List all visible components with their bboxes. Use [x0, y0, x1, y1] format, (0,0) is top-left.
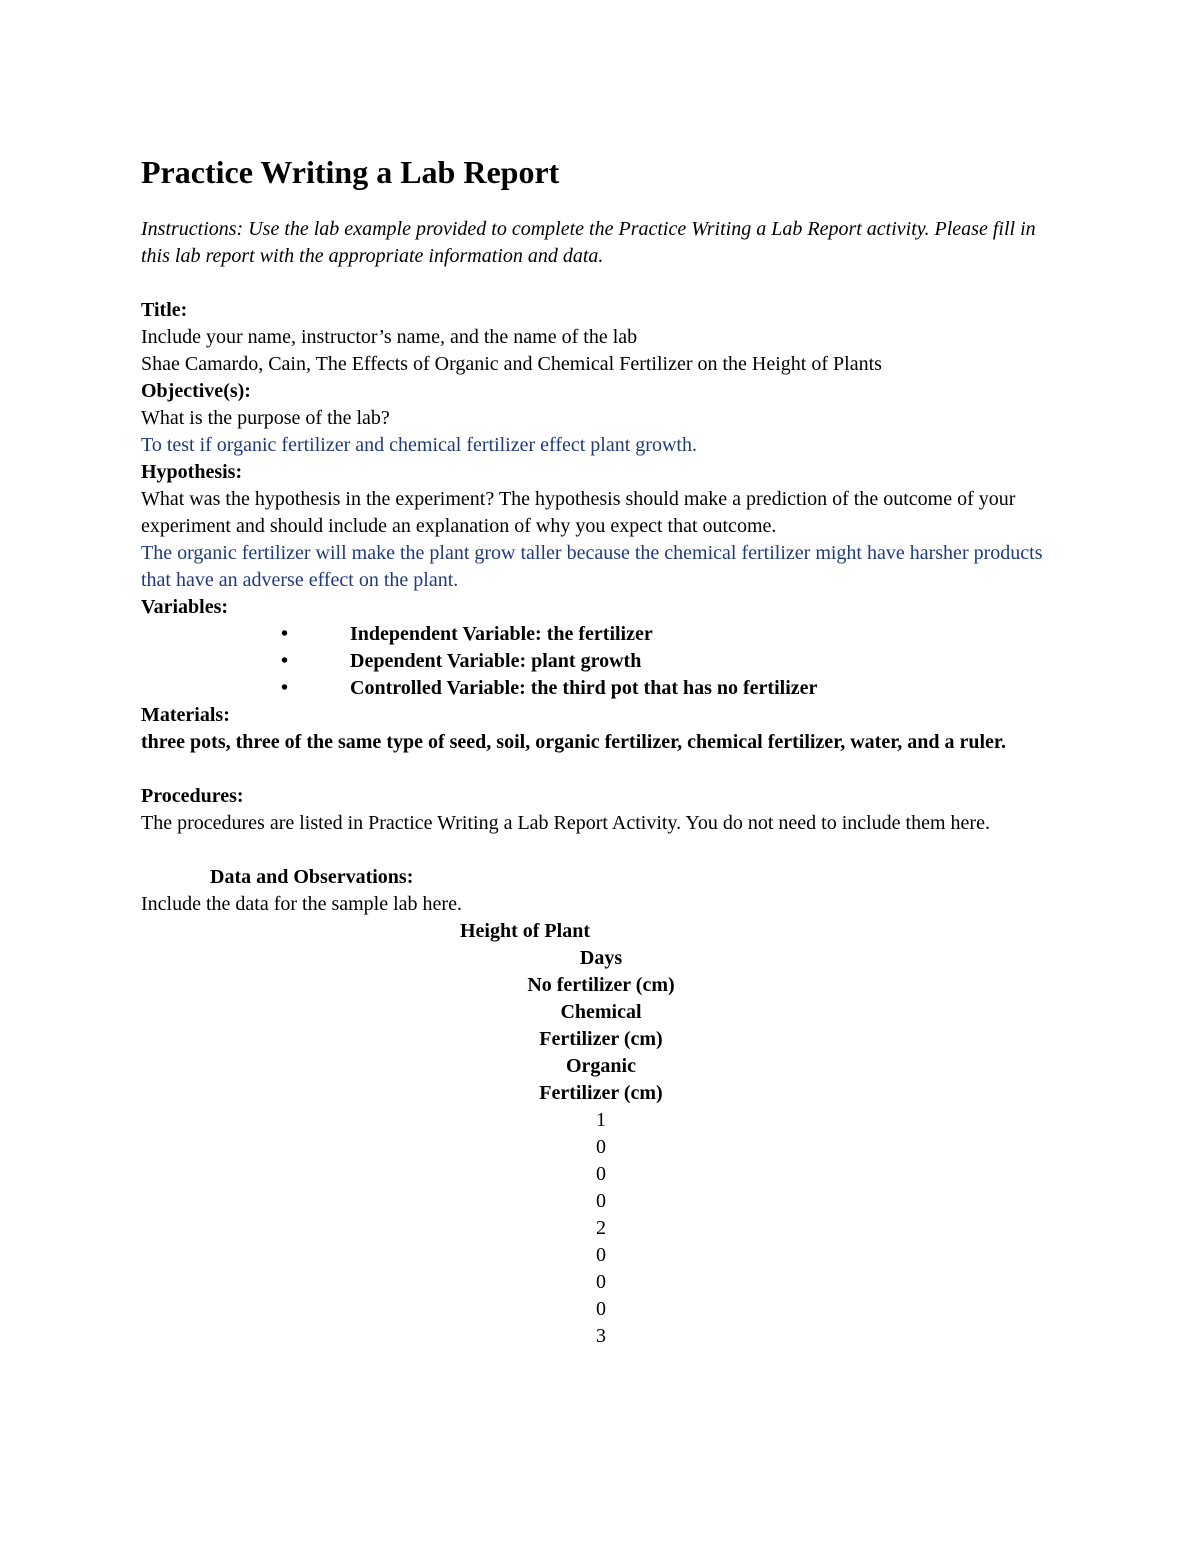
materials-text: three pots, three of the same type of seed, soil, organic fertilizer, chemical fertilizer, water, and a ruler.: [141, 731, 1006, 753]
table-header-organic: Organic: [566, 1055, 636, 1077]
spacer: [141, 756, 1061, 783]
table-cell: 2: [596, 1217, 606, 1239]
instructions-text: Instructions: Use the lab example provided to complete the Practice Writing a Lab Report activity. Please fill in this lab report with the appropriate information and data.: [141, 218, 1036, 267]
list-item: [141, 621, 1061, 648]
table-cell: 0: [596, 1163, 606, 1185]
table-header-organic-unit: Fertilizer (cm): [539, 1082, 663, 1104]
table-header-no-fertilizer: No fertilizer (cm): [527, 974, 675, 996]
title-label: Title:: [141, 299, 188, 321]
materials-section: [141, 702, 1061, 756]
objectives-answer: To test if organic fertilizer and chemical fertilizer effect plant growth.: [141, 434, 697, 456]
materials-label: Materials:: [141, 704, 230, 726]
table-header-chemical-unit: Fertilizer (cm): [539, 1028, 663, 1050]
list-item: [141, 675, 1061, 702]
data-table: [141, 918, 1061, 1350]
title-section: [141, 297, 1061, 378]
procedures-label: Procedures:: [141, 785, 244, 807]
table-title: Height of Plant: [460, 920, 590, 942]
hypothesis-prompt: What was the hypothesis in the experiment? The hypothesis should make a prediction of the outcome of your experiment and should include an explanation of why you expect that outcome.: [141, 488, 1016, 537]
table-cell: 0: [596, 1190, 606, 1212]
objectives-prompt: What is the purpose of the lab?: [141, 407, 390, 429]
hypothesis-section: [141, 459, 1061, 594]
procedures-text: The procedures are listed in Practice Writing a Lab Report Activity. You do not need to include them here.: [141, 812, 990, 834]
data-section: [141, 864, 1061, 1350]
table-cell: 1: [596, 1109, 606, 1131]
bullet-icon: •: [281, 677, 289, 699]
table-cell: 0: [596, 1244, 606, 1266]
data-prompt: Include the data for the sample lab here.: [141, 893, 462, 915]
table-header-days: Days: [579, 947, 623, 969]
bullet-icon: •: [281, 623, 289, 645]
title-answer: Shae Camardo, Cain, The Effects of Organic and Chemical Fertilizer on the Height of Plants: [141, 353, 882, 375]
title-prompt: Include your name, instructor’s name, and the name of the lab: [141, 326, 638, 348]
variable-independent: Independent Variable: the fertilizer: [350, 623, 653, 645]
table-header-chemical: Chemical: [560, 1001, 642, 1023]
hypothesis-answer: The organic fertilizer will make the plant grow taller because the chemical fertilizer might have harsher products that have an adverse effect on the plant.: [141, 542, 1043, 591]
variables-section: [141, 594, 1061, 702]
variable-dependent: Dependent Variable: plant growth: [350, 650, 642, 672]
spacer: [141, 837, 1061, 864]
table-cell: 0: [596, 1271, 606, 1293]
table-cell: 3: [596, 1325, 606, 1347]
data-label: Data and Observations:: [210, 866, 414, 888]
variables-list: [141, 621, 1061, 702]
variables-label: Variables:: [141, 596, 229, 618]
variable-controlled: Controlled Variable: the third pot that has no fertilizer: [350, 677, 818, 699]
procedures-section: [141, 783, 1061, 837]
objectives-label: Objective(s):: [141, 380, 251, 402]
list-item: [141, 648, 1061, 675]
table-cell: 0: [596, 1298, 606, 1320]
hypothesis-label: Hypothesis:: [141, 461, 243, 483]
bullet-icon: •: [281, 650, 289, 672]
table-cell: 0: [596, 1136, 606, 1158]
document-title: Practice Writing a Lab Report: [141, 154, 560, 190]
document-page: [141, 150, 1061, 1350]
objectives-section: [141, 378, 1061, 459]
